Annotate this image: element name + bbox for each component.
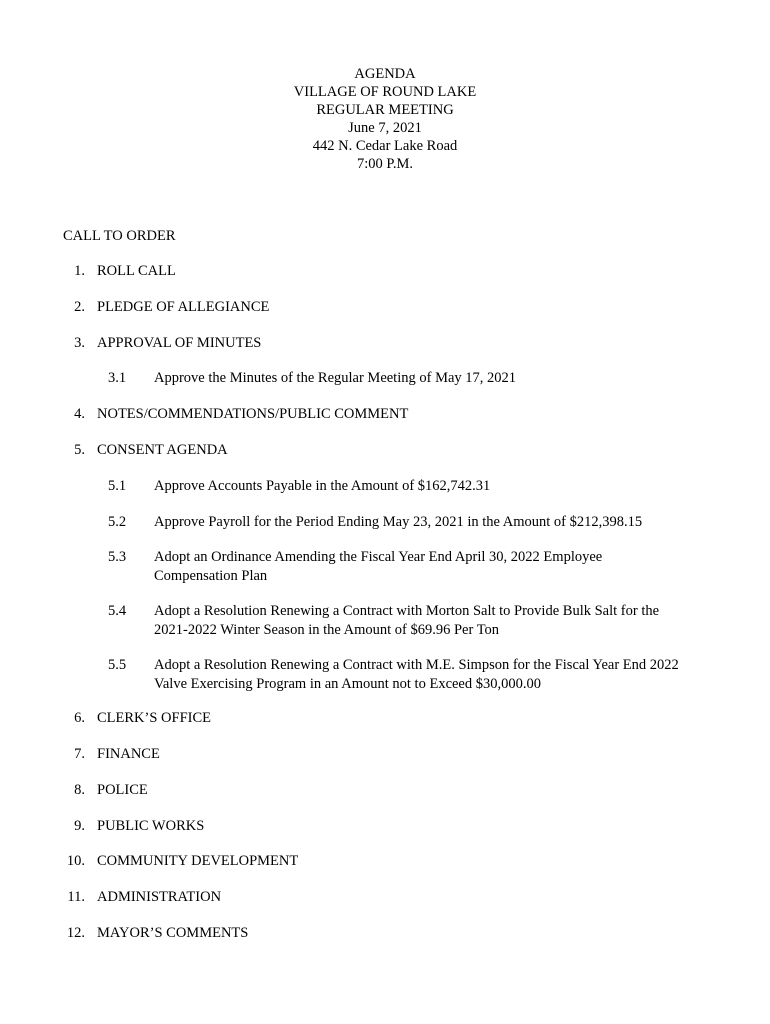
agenda-item (63, 924, 249, 942)
meeting-type: REGULAR MEETING (316, 102, 454, 118)
subitem-text: Approve Accounts Payable in the Amount of $162,742.31 (154, 478, 491, 494)
item-number: 5. (74, 442, 85, 458)
meeting-time: 7:00 P.M. (356, 156, 413, 172)
agenda-item (63, 405, 409, 423)
subitem-text: Adopt a Resolution Renewing a Contract with M.E. Simpson for the Fiscal Year End 2022 (154, 657, 679, 673)
item-label: NOTES/COMMENDATIONS/PUBLIC COMMENT (97, 406, 409, 422)
meeting-date: June 7, 2021 (348, 120, 422, 136)
item-label: CLERK’S OFFICE (97, 710, 212, 726)
item-number: 11. (67, 889, 85, 905)
subitem-text: Approve Payroll for the Period Ending May 23, 2021 in the Amount of $212,398.15 (154, 514, 643, 530)
agenda-item (63, 745, 160, 763)
agenda-item (63, 262, 176, 280)
item-label: PUBLIC WORKS (97, 818, 205, 834)
item-number: 6. (74, 710, 85, 726)
agenda-item (63, 298, 270, 316)
item-label: CONSENT AGENDA (97, 442, 228, 458)
item-number: 7. (74, 746, 85, 762)
item-label: MAYOR’S COMMENTS (97, 925, 249, 941)
item-number: 9. (74, 818, 85, 834)
item-number: 2. (74, 299, 85, 315)
agenda-item (63, 888, 222, 906)
subitem-number: 5.2 (108, 514, 127, 530)
item-label: APPROVAL OF MINUTES (97, 335, 262, 351)
agenda-header (0, 65, 770, 173)
agenda-item (63, 852, 299, 870)
subitem-text-continued: Compensation Plan (154, 568, 268, 584)
item-number: 10. (66, 853, 85, 869)
subitem-number: 5.4 (108, 603, 127, 619)
subitem-text: Approve the Minutes of the Regular Meeting of May 17, 2021 (154, 370, 517, 386)
agenda-item (63, 817, 205, 835)
item-label: ROLL CALL (97, 263, 176, 279)
subitem-number: 5.5 (108, 657, 127, 673)
item-label: PLEDGE OF ALLEGIANCE (97, 299, 270, 315)
agenda-item (63, 709, 212, 727)
subitem-text: Adopt a Resolution Renewing a Contract with Morton Salt to Provide Bulk Salt for the (154, 603, 660, 619)
agenda-item (63, 334, 262, 352)
item-label: POLICE (97, 782, 148, 798)
item-number: 3. (74, 335, 85, 351)
item-label: ADMINISTRATION (97, 889, 222, 905)
item-number: 1. (74, 263, 85, 279)
meeting-address: 442 N. Cedar Lake Road (312, 138, 458, 154)
entity-name: VILLAGE OF ROUND LAKE (293, 84, 477, 100)
item-number: 12. (66, 925, 85, 941)
item-number: 4. (74, 406, 85, 422)
item-label: FINANCE (97, 746, 160, 762)
subitem-text-continued: Valve Exercising Program in an Amount not to Exceed $30,000.00 (154, 676, 541, 692)
agenda-item (63, 441, 228, 459)
subitem-number: 5.3 (108, 549, 127, 565)
call-to-order: CALL TO ORDER (63, 228, 176, 244)
subitem-number: 3.1 (108, 370, 127, 386)
subitem-text-continued: 2021-2022 Winter Season in the Amount of $69.96 Per Ton (154, 622, 500, 638)
subitem-text: Adopt an Ordinance Amending the Fiscal Year End April 30, 2022 Employee (154, 549, 603, 565)
item-label: COMMUNITY DEVELOPMENT (97, 853, 299, 869)
agenda-title: AGENDA (354, 66, 416, 82)
item-number: 8. (74, 782, 85, 798)
agenda-item (63, 781, 148, 799)
subitem-number: 5.1 (108, 478, 127, 494)
